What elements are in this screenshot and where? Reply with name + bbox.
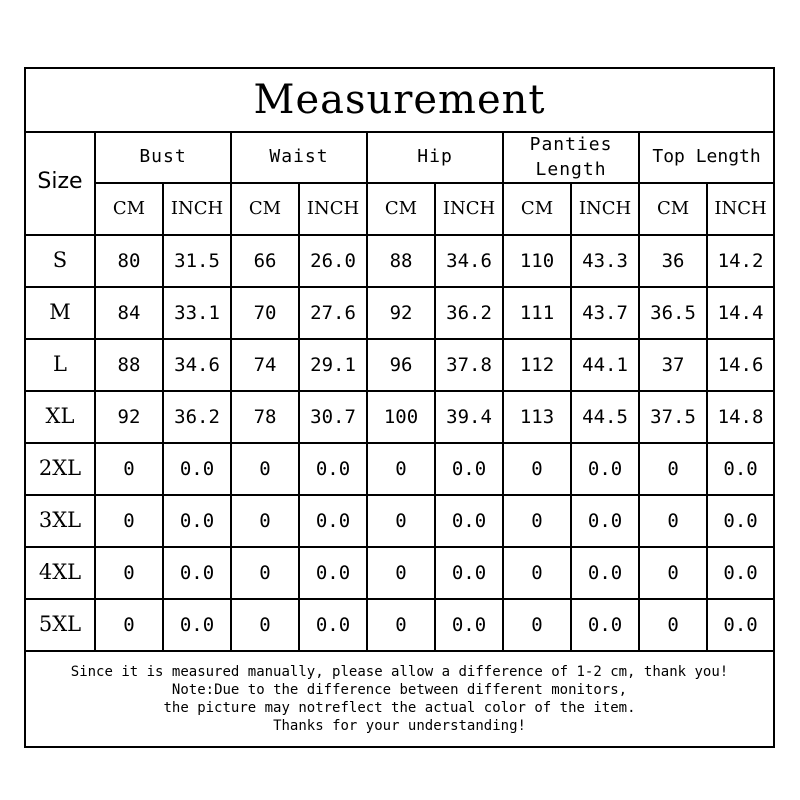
table-row <box>26 339 773 391</box>
table-cell: 36.2 <box>435 287 503 339</box>
table-cell: 39.4 <box>435 391 503 443</box>
table-cell: 43.3 <box>571 235 639 287</box>
table-cell: 0.0 <box>435 599 503 651</box>
table-cell: 0.0 <box>299 443 367 495</box>
unit-inch: INCH <box>707 183 773 235</box>
unit-cm: CM <box>367 183 435 235</box>
table-cell: 0 <box>95 599 163 651</box>
table-cell: 0 <box>639 443 707 495</box>
table-cell: 111 <box>503 287 571 339</box>
table-cell: 0.0 <box>571 599 639 651</box>
table-cell: 0 <box>367 443 435 495</box>
disclaimer-note <box>26 652 773 746</box>
table-cell: 0.0 <box>707 495 773 547</box>
size-label: 3XL <box>26 495 95 547</box>
unit-cm: CM <box>639 183 707 235</box>
table-cell: 34.6 <box>163 339 231 391</box>
table-cell: 0.0 <box>163 547 231 599</box>
size-label: M <box>26 287 95 339</box>
table-cell: 100 <box>367 391 435 443</box>
table-cell: 0 <box>367 547 435 599</box>
table-cell: 0.0 <box>299 547 367 599</box>
unit-cm: CM <box>95 183 163 235</box>
table-cell: 37 <box>639 339 707 391</box>
table-cell: 0.0 <box>435 443 503 495</box>
table-cell: 14.8 <box>707 391 773 443</box>
note-line: Since it is measured manually, please allow a difference of 1-2 cm, thank you! <box>70 664 729 680</box>
table-cell: 26.0 <box>299 235 367 287</box>
table-cell: 0 <box>503 495 571 547</box>
table-cell: 92 <box>95 391 163 443</box>
size-label: S <box>26 235 95 287</box>
table-cell: 78 <box>231 391 299 443</box>
table-cell: 0.0 <box>163 495 231 547</box>
table-row <box>26 599 773 651</box>
group-header-waist: Waist <box>231 131 367 183</box>
table-cell: 14.4 <box>707 287 773 339</box>
table-cell: 0 <box>639 495 707 547</box>
table-cell: 0 <box>367 599 435 651</box>
table-row <box>26 235 773 287</box>
table-cell: 0 <box>231 599 299 651</box>
size-chart <box>24 67 775 748</box>
table-cell: 0.0 <box>435 547 503 599</box>
size-column-header: Size <box>26 131 95 235</box>
table-cell: 0.0 <box>571 443 639 495</box>
note-line: Note:Due to the difference between different monitors, <box>171 682 628 698</box>
unit-inch: INCH <box>435 183 503 235</box>
table-row <box>26 495 773 547</box>
table-cell: 110 <box>503 235 571 287</box>
group-header-hip: Hip <box>367 131 503 183</box>
table-cell: 27.6 <box>299 287 367 339</box>
table-cell: 33.1 <box>163 287 231 339</box>
table-cell: 66 <box>231 235 299 287</box>
table-cell: 44.1 <box>571 339 639 391</box>
size-label: XL <box>26 391 95 443</box>
table-cell: 92 <box>367 287 435 339</box>
table-cell: 0.0 <box>571 495 639 547</box>
table-cell: 14.6 <box>707 339 773 391</box>
table-cell: 14.2 <box>707 235 773 287</box>
table-cell: 0 <box>231 443 299 495</box>
table-cell: 80 <box>95 235 163 287</box>
table-cell: 0.0 <box>163 599 231 651</box>
group-header-top-length: Top Length <box>639 131 773 183</box>
table-cell: 0 <box>639 547 707 599</box>
unit-inch: INCH <box>571 183 639 235</box>
table-cell: 0 <box>503 443 571 495</box>
table-cell: 112 <box>503 339 571 391</box>
table-cell: 0 <box>231 495 299 547</box>
table-cell: 0.0 <box>707 443 773 495</box>
table-cell: 0 <box>231 547 299 599</box>
size-table <box>26 131 773 652</box>
table-cell: 0 <box>95 443 163 495</box>
table-cell: 29.1 <box>299 339 367 391</box>
table-cell: 0.0 <box>571 547 639 599</box>
table-cell: 0.0 <box>299 495 367 547</box>
table-cell: 31.5 <box>163 235 231 287</box>
table-cell: 0 <box>639 599 707 651</box>
table-cell: 43.7 <box>571 287 639 339</box>
table-row <box>26 443 773 495</box>
table-cell: 88 <box>95 339 163 391</box>
table-cell: 88 <box>367 235 435 287</box>
size-label: L <box>26 339 95 391</box>
group-header-row <box>26 131 773 183</box>
table-cell: 0 <box>367 495 435 547</box>
table-cell: 70 <box>231 287 299 339</box>
chart-title: Measurement <box>26 69 773 133</box>
note-line: Thanks for your understanding! <box>273 718 526 734</box>
table-row <box>26 391 773 443</box>
unit-inch: INCH <box>163 183 231 235</box>
table-cell: 0.0 <box>163 443 231 495</box>
table-cell: 0 <box>95 495 163 547</box>
size-label: 5XL <box>26 599 95 651</box>
size-label: 2XL <box>26 443 95 495</box>
unit-cm: CM <box>503 183 571 235</box>
table-cell: 0.0 <box>707 599 773 651</box>
table-cell: 44.5 <box>571 391 639 443</box>
table-cell: 0 <box>95 547 163 599</box>
table-cell: 84 <box>95 287 163 339</box>
table-cell: 0.0 <box>299 599 367 651</box>
size-label: 4XL <box>26 547 95 599</box>
group-header-bust: Bust <box>95 131 231 183</box>
table-cell: 34.6 <box>435 235 503 287</box>
table-row <box>26 547 773 599</box>
unit-inch: INCH <box>299 183 367 235</box>
table-cell: 96 <box>367 339 435 391</box>
table-cell: 36 <box>639 235 707 287</box>
table-cell: 37.8 <box>435 339 503 391</box>
table-cell: 30.7 <box>299 391 367 443</box>
table-row <box>26 287 773 339</box>
table-cell: 0.0 <box>435 495 503 547</box>
table-cell: 0.0 <box>707 547 773 599</box>
table-cell: 0 <box>503 547 571 599</box>
unit-header-row <box>26 183 773 235</box>
group-header-panties-length: Panties Length <box>503 131 639 183</box>
table-cell: 36.5 <box>639 287 707 339</box>
table-cell: 36.2 <box>163 391 231 443</box>
table-cell: 0 <box>503 599 571 651</box>
table-cell: 113 <box>503 391 571 443</box>
table-cell: 37.5 <box>639 391 707 443</box>
table-cell: 74 <box>231 339 299 391</box>
unit-cm: CM <box>231 183 299 235</box>
note-line: the picture may notreflect the actual color of the item. <box>163 700 636 716</box>
